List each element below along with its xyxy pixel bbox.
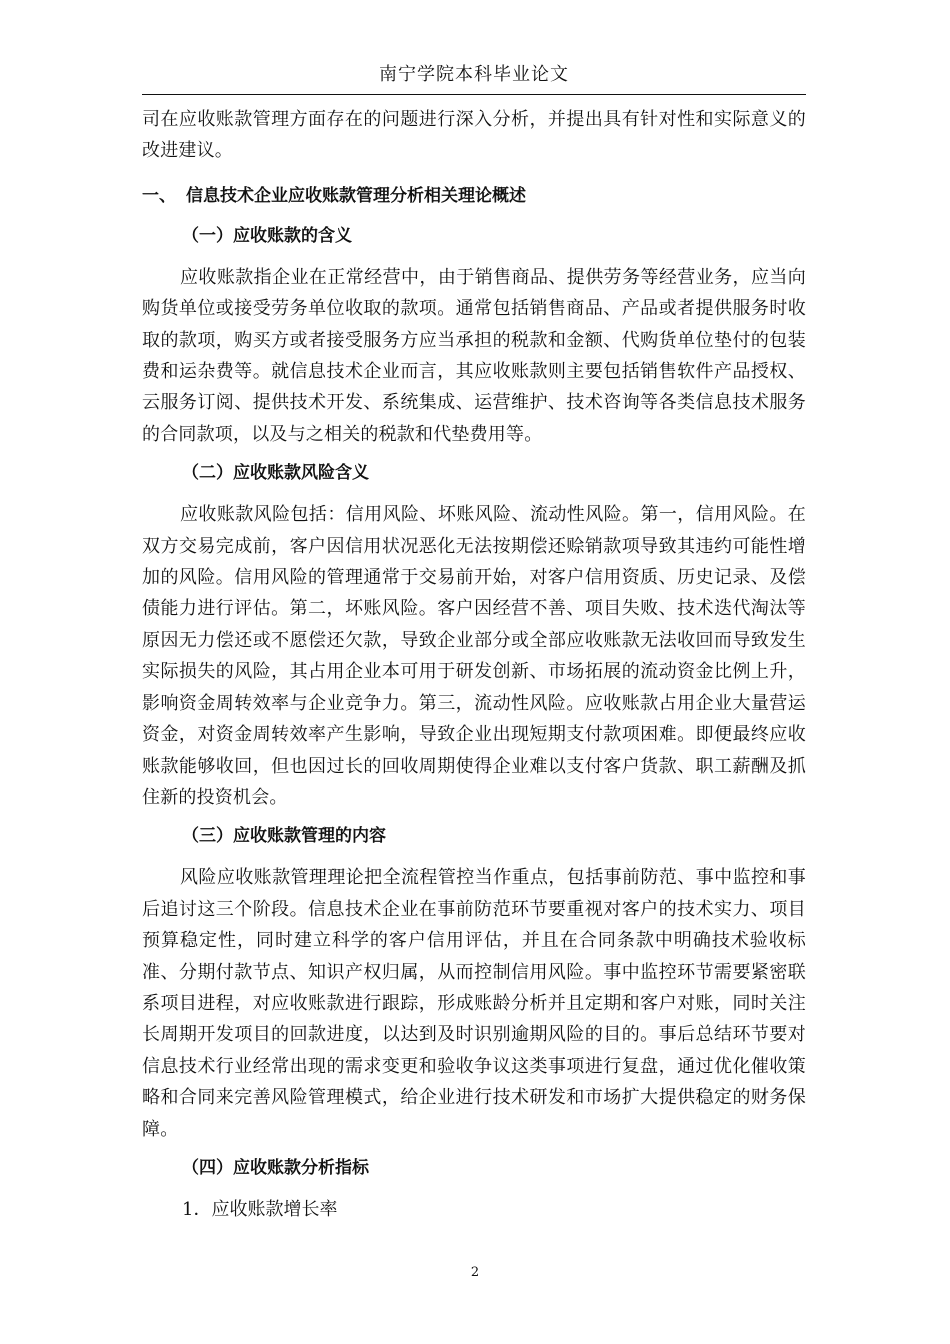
page-number: 2 [470,1265,480,1280]
subsection-1-paragraph: 应收账款指企业在正常经营中，由于销售商品、提供劳务等经营业务，应当向购货单位或接受劳务单位收取的款项。通常包括销售商品、产品或者提供服务时收取的款项，购买方或者接受服务方应当承担的税款和金额、代购货单位垫付的包装费和运杂费等。就信息技术企业而言，其应收账款则主要包括销售软件产品授权、云服务订阅、提供技术开发、系统集成、运营维护、技术咨询等各类信息技术服务的合同款项，以及与之相关的税款和代垫费用等。 [142,266,806,445]
running-header: 南宁学院本科毕业论文 [379,64,569,85]
subsection-3-paragraph: 风险应收账款管理理论把全流程管控当作重点，包括事前防范、事中监控和事后追讨这三个阶段。信息技术企业在事前防范环节要重视对客户的技术实力、项目预算稳定性，同时建立科学的客户信用评估，并且在合同条款中明确技术验收标准、分期付款节点、知识产权归属，从而控制信用风险。事中监控环节需要紧密联系项目进程，对应收账款进行跟踪，形成账龄分析并且定期和客户对账，同时关注长周期开发项目的回款进度，以达到及时识别逾期风险的目的。事后总结环节要对信息技术行业经常出现的需求变更和验收争议这类事项进行复盘，通过优化催收策略和合同来完善风险管理模式，给企业进行技术研发和市场扩大提供稳定的财务保障。 [142,867,806,1140]
section-title: 信息技术企业应收账款管理分析相关理论概述 [186,185,526,206]
body-content [142,104,806,1225]
section-number: 一、 [142,185,176,206]
subsection-heading-2: （二）应收账款风险含义 [182,463,369,484]
subsection-2-paragraph: 应收账款风险包括：信用风险、坏账风险、流动性风险。第一，信用风险。在双方交易完成前，客户因信用状况恶化无法按期偿还赊销款项导致其违约可能性增加的风险。信用风险的管理通常于交易前开始，对客户信用资质、历史记录、及偿债能力进行评估。第二，坏账风险。客户因经营不善、项目失败、技术迭代淘汰等原因无力偿还或不愿偿还欠款，导致企业部分或全部应收账款无法收回而导致发生实际损失的风险，其占用企业本可用于研发创新、市场拓展的流动资金比例上升，影响资金周转效率与企业竞争力。第三，流动性风险。应收账款占用企业大量营运资金，对资金周转效率产生影响，导致企业出现短期支付款项困难。即便最终应收账款能够收回，但也因过长的回收周期使得企业难以支付客户货款、职工薪酬及抓住新的投资机会。 [142,504,806,808]
subsection-heading-4: （四）应收账款分析指标 [182,1157,369,1178]
subsection-heading-1: （一）应收账款的含义 [182,225,352,246]
intro-continuation-paragraph: 司在应收账款管理方面存在的问题进行深入分析，并提出具有针对性和实际意义的改进建议。 [142,109,806,162]
header-rule [142,94,806,95]
section-heading-1 [142,181,806,212]
list-item-heading: 1．应收账款增长率 [182,1198,338,1220]
subsection-heading-3: （三）应收账款管理的内容 [182,826,386,847]
